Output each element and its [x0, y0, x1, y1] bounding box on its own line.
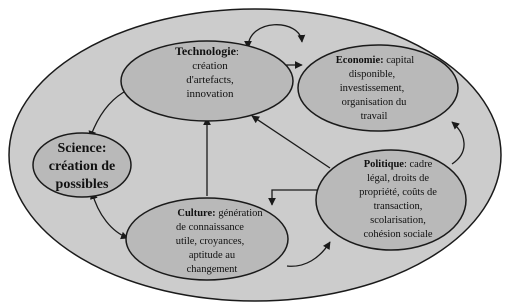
culture-line: utile, croyances,	[175, 236, 245, 247]
technologie-line: création	[192, 60, 228, 72]
economie-title: Economie:	[335, 55, 384, 66]
economie-line: disponible,	[348, 69, 396, 80]
economie-line: investissement,	[339, 83, 405, 94]
politique-line: légal, droits de	[366, 173, 430, 184]
economie-line: travail	[360, 111, 388, 122]
technologie-title-suffix: :	[235, 46, 239, 58]
culture-title: Culture:	[177, 208, 216, 219]
science-text	[49, 141, 115, 192]
svg-text:Politique: cadre	[364, 159, 433, 170]
economie-title-rest: capital	[383, 55, 415, 66]
technologie-title: Technologie	[175, 44, 236, 58]
svg-text:Culture: génération	[177, 208, 263, 219]
politique-title-rest: : cadre	[403, 159, 433, 170]
science-line: possibles	[55, 177, 109, 192]
science-line: Science:	[57, 141, 107, 156]
politique-line: scolarisation,	[370, 215, 426, 226]
culture-line: aptitude au	[188, 250, 236, 261]
culture-line: de connaissance	[176, 222, 244, 233]
culture-line: changement	[186, 264, 238, 275]
economie-line: organisation du	[341, 97, 407, 108]
technologie-line: innovation	[186, 88, 234, 100]
technologie-line: d'artefacts,	[186, 74, 234, 86]
science-line: création de	[48, 159, 116, 174]
culture-title-rest: génération	[215, 208, 263, 219]
svg-text:Economie: capital	[336, 55, 415, 66]
politique-line: transaction,	[373, 201, 423, 212]
politique-line: cohésion sociale	[363, 229, 433, 240]
politique-line: propriété, coûts de	[359, 187, 437, 198]
politique-title: Politique	[363, 159, 404, 170]
svg-text:Technologie:	[175, 44, 239, 58]
